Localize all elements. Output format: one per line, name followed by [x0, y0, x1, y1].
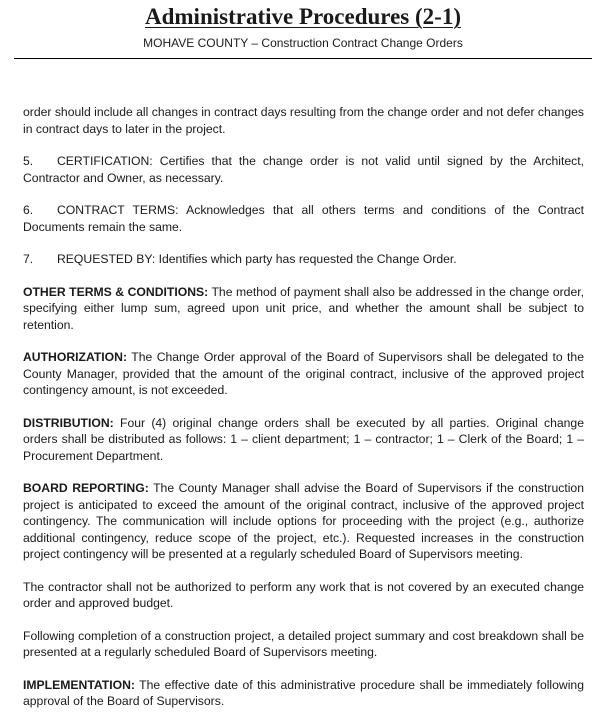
- document-body: [23, 104, 584, 726]
- section-text: The County Manager shall advise the Board of Supervisors if the construction project is anticipated to exceed the amount of the original contract, inclusive of the approved project contingency. The communication will include options for proceeding with the project (e.g., authorize additional contingency, reduce scope of the project, etc.). Requested increases in the construction project contingency will be presented at a regularly scheduled Board of Supervisors meeting.: [23, 481, 584, 561]
- section-label: IMPLEMENTATION:: [23, 677, 135, 692]
- item-text: CERTIFICATION: Certifies that the change order is not valid until signed by the Architect, Contractor and Owner, as necessary.: [23, 154, 584, 185]
- item-7-requested-by: [23, 251, 584, 268]
- item-text: REQUESTED BY: Identifies which party has requested the Change Order.: [57, 252, 457, 266]
- section-label: DISTRIBUTION:: [23, 415, 114, 430]
- section-text: The Change Order approval of the Board of Supervisors shall be delegated to the County Manager, provided that the amount of the original contract, inclusive of the approved project contingency amount, is not exceeded.: [23, 350, 584, 397]
- section-label: AUTHORIZATION:: [23, 350, 128, 364]
- item-text: CONTRACT TERMS: Acknowledges that all others terms and conditions of the Contract Documents remain the same.: [23, 203, 584, 234]
- item-5-certification: [23, 153, 584, 186]
- distribution-paragraph: [23, 415, 584, 465]
- other-terms-paragraph: [23, 284, 584, 334]
- section-text: The effective date of this administrative procedure shall be immediately following approval of the Board of Supervisors.: [23, 677, 584, 708]
- authorization-paragraph: [23, 349, 584, 399]
- implementation-paragraph: [23, 677, 584, 710]
- page-title: Administrative Procedures (2-1): [145, 4, 461, 29]
- section-label: BOARD REPORTING:: [23, 481, 149, 495]
- item-number: 5.: [23, 154, 34, 168]
- contractor-paragraph: The contractor shall not be authorized to perform any work that is not covered by an executed change order and approved budget.: [23, 579, 584, 610]
- section-text: The method of payment shall also be addressed in the change order, specifying either lump sum, agreed upon unit price, and whether the amount shall be subject to retention.: [23, 284, 584, 332]
- continuation-paragraph: order should include all changes in contract days resulting from the change order and not defer changes in contract days to later in the project.: [23, 105, 584, 136]
- page-subtitle: MOHAVE COUNTY – Construction Contract Change Orders: [143, 36, 463, 50]
- section-label: OTHER TERMS & CONDITIONS:: [23, 284, 209, 299]
- item-number: 6.: [23, 203, 34, 217]
- completion-paragraph: Following completion of a construction project, a detailed project summary and cost breakdown shall be presented at a regularly scheduled Board of Supervisors meeting.: [23, 628, 584, 659]
- board-reporting-paragraph: [23, 480, 584, 563]
- item-number: 7.: [23, 252, 34, 266]
- section-text: Four (4) original change orders shall be executed by all parties. Original change orders shall be distributed as follows: 1 – client department; 1 – contractor; 1 – Clerk of the Board; 1 – Procurement Department.: [23, 415, 584, 463]
- item-6-contract-terms: [23, 202, 584, 235]
- header-divider: [14, 58, 592, 59]
